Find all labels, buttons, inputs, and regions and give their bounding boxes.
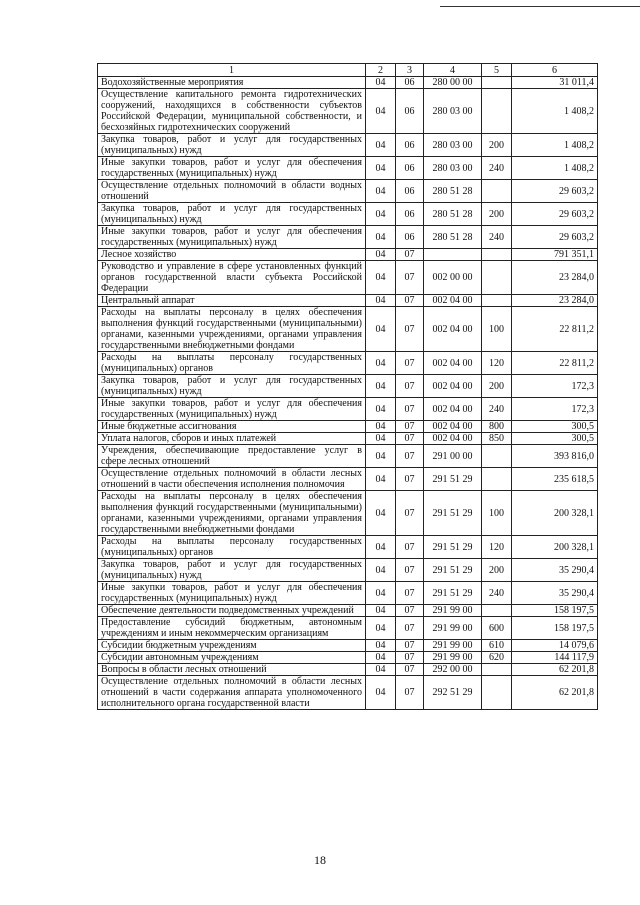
row-expense-type: 850 [482, 433, 512, 445]
header-cell-6: 6 [512, 64, 598, 77]
table-row [98, 134, 598, 157]
table-row [98, 203, 598, 226]
row-subsection: 07 [396, 491, 424, 536]
row-target-code: 002 00 00 [424, 261, 482, 295]
row-section: 04 [366, 352, 396, 375]
header-cell-5: 5 [482, 64, 512, 77]
row-amount: 235 618,5 [512, 468, 598, 491]
row-section: 04 [366, 249, 396, 261]
row-expense-type [482, 249, 512, 261]
row-target-code: 002 04 00 [424, 433, 482, 445]
row-subsection: 07 [396, 468, 424, 491]
table-row [98, 249, 598, 261]
table-row [98, 559, 598, 582]
row-subsection: 07 [396, 421, 424, 433]
table-row [98, 375, 598, 398]
row-section: 04 [366, 559, 396, 582]
table-row [98, 617, 598, 640]
row-amount: 200 328,1 [512, 536, 598, 559]
row-section: 04 [366, 157, 396, 180]
row-name: Расходы на выплаты персоналу государственных (муниципальных) органов [98, 352, 366, 375]
row-target-code: 291 00 00 [424, 445, 482, 468]
row-subsection: 07 [396, 605, 424, 617]
table-body [98, 77, 598, 710]
header-cell-1: 1 [98, 64, 366, 77]
row-section: 04 [366, 398, 396, 421]
table-row [98, 89, 598, 134]
row-section: 04 [366, 640, 396, 652]
row-subsection: 07 [396, 640, 424, 652]
row-amount: 172,3 [512, 398, 598, 421]
table-row [98, 468, 598, 491]
row-target-code: 280 03 00 [424, 157, 482, 180]
row-name: Иные бюджетные ассигнования [98, 421, 366, 433]
row-name: Закупка товаров, работ и услуг для государственных (муниципальных) нужд [98, 559, 366, 582]
row-amount: 158 197,5 [512, 617, 598, 640]
row-target-code: 002 04 00 [424, 421, 482, 433]
row-name: Иные закупки товаров, работ и услуг для обеспечения государственных (муниципальных) нужд [98, 398, 366, 421]
table-row [98, 605, 598, 617]
row-subsection: 06 [396, 203, 424, 226]
row-amount: 300,5 [512, 421, 598, 433]
table-row [98, 261, 598, 295]
row-section: 04 [366, 491, 396, 536]
row-name: Закупка товаров, работ и услуг для государственных (муниципальных) нужд [98, 134, 366, 157]
row-target-code: 291 51 29 [424, 559, 482, 582]
row-name: Иные закупки товаров, работ и услуг для обеспечения государственных (муниципальных) нужд [98, 157, 366, 180]
row-amount: 14 079,6 [512, 640, 598, 652]
page-number: 18 [314, 853, 326, 867]
row-amount: 1 408,2 [512, 134, 598, 157]
row-amount: 29 603,2 [512, 180, 598, 203]
row-name: Учреждения, обеспечивающие предоставление услуг в сфере лесных отношений [98, 445, 366, 468]
table-row [98, 640, 598, 652]
row-section: 04 [366, 203, 396, 226]
row-subsection: 07 [396, 559, 424, 582]
row-section: 04 [366, 536, 396, 559]
row-target-code: 280 51 28 [424, 203, 482, 226]
header-row [98, 64, 598, 77]
row-name: Осуществление отдельных полномочий в области водных отношений [98, 180, 366, 203]
row-target-code: 002 04 00 [424, 307, 482, 352]
header-cell-4: 4 [424, 64, 482, 77]
row-amount: 1 408,2 [512, 157, 598, 180]
row-section: 04 [366, 582, 396, 605]
row-target-code: 291 99 00 [424, 605, 482, 617]
row-expense-type: 600 [482, 617, 512, 640]
row-target-code: 280 03 00 [424, 89, 482, 134]
row-subsection: 07 [396, 652, 424, 664]
row-target-code: 002 04 00 [424, 398, 482, 421]
row-name: Уплата налогов, сборов и иных платежей [98, 433, 366, 445]
row-name: Осуществление отдельных полномочий в области лесных отношений в части содержания аппарата уполномоченного исполнительного органа государственной власти [98, 676, 366, 710]
row-amount: 300,5 [512, 433, 598, 445]
table-row [98, 664, 598, 676]
row-amount: 393 816,0 [512, 445, 598, 468]
row-target-code: 291 51 29 [424, 582, 482, 605]
table-row [98, 180, 598, 203]
row-expense-type: 120 [482, 536, 512, 559]
row-name: Предоставление субсидий бюджетным, автономным учреждениям и иным некоммерческим организациям [98, 617, 366, 640]
row-amount: 22 811,2 [512, 352, 598, 375]
row-amount: 35 290,4 [512, 559, 598, 582]
row-expense-type [482, 676, 512, 710]
row-subsection: 06 [396, 77, 424, 89]
row-amount: 1 408,2 [512, 89, 598, 134]
row-subsection: 07 [396, 582, 424, 605]
row-amount: 791 351,1 [512, 249, 598, 261]
row-amount: 35 290,4 [512, 582, 598, 605]
row-subsection: 06 [396, 226, 424, 249]
row-expense-type: 240 [482, 157, 512, 180]
row-amount: 29 603,2 [512, 226, 598, 249]
row-expense-type [482, 89, 512, 134]
row-name: Иные закупки товаров, работ и услуг для обеспечения государственных (муниципальных) нужд [98, 582, 366, 605]
row-subsection: 07 [396, 295, 424, 307]
row-target-code: 280 03 00 [424, 134, 482, 157]
row-amount: 23 284,0 [512, 261, 598, 295]
row-target-code: 292 51 29 [424, 676, 482, 710]
row-subsection: 06 [396, 134, 424, 157]
row-target-code: 291 99 00 [424, 617, 482, 640]
row-subsection: 07 [396, 536, 424, 559]
row-section: 04 [366, 445, 396, 468]
table-row [98, 352, 598, 375]
row-name: Закупка товаров, работ и услуг для государственных (муниципальных) нужд [98, 375, 366, 398]
row-expense-type: 620 [482, 652, 512, 664]
row-subsection: 06 [396, 157, 424, 180]
row-section: 04 [366, 617, 396, 640]
row-expense-type [482, 295, 512, 307]
row-name: Субсидии автономным учреждениям [98, 652, 366, 664]
row-section: 04 [366, 261, 396, 295]
row-subsection: 07 [396, 664, 424, 676]
row-name: Расходы на выплаты персоналу в целях обеспечения выполнения функций государственными (муниципальными) органами, казенными учреждениями, органами управления государственными внебюджетными фондами [98, 307, 366, 352]
row-section: 04 [366, 375, 396, 398]
row-section: 04 [366, 605, 396, 617]
row-name: Иные закупки товаров, работ и услуг для обеспечения государственных (муниципальных) нужд [98, 226, 366, 249]
row-name: Вопросы в области лесных отношений [98, 664, 366, 676]
row-name: Расходы на выплаты персоналу в целях обеспечения выполнения функций государственными (муниципальными) органами, казенными учреждениями, органами управления государственными внебюджетными фондами [98, 491, 366, 536]
row-expense-type [482, 180, 512, 203]
row-expense-type: 200 [482, 375, 512, 398]
row-section: 04 [366, 226, 396, 249]
row-expense-type: 200 [482, 203, 512, 226]
row-expense-type [482, 664, 512, 676]
row-section: 04 [366, 77, 396, 89]
row-amount: 31 011,4 [512, 77, 598, 89]
row-amount: 144 117,9 [512, 652, 598, 664]
row-subsection: 07 [396, 375, 424, 398]
row-section: 04 [366, 89, 396, 134]
row-subsection: 07 [396, 445, 424, 468]
row-section: 04 [366, 664, 396, 676]
row-subsection: 06 [396, 180, 424, 203]
table-row [98, 398, 598, 421]
row-target-code: 292 00 00 [424, 664, 482, 676]
row-subsection: 07 [396, 398, 424, 421]
row-expense-type: 240 [482, 226, 512, 249]
row-expense-type: 100 [482, 491, 512, 536]
row-expense-type: 200 [482, 134, 512, 157]
row-section: 04 [366, 180, 396, 203]
row-name: Лесное хозяйство [98, 249, 366, 261]
row-name: Закупка товаров, работ и услуг для государственных (муниципальных) нужд [98, 203, 366, 226]
row-section: 04 [366, 295, 396, 307]
row-amount: 172,3 [512, 375, 598, 398]
table-row [98, 676, 598, 710]
table-row [98, 77, 598, 89]
table-row [98, 433, 598, 445]
row-amount: 62 201,8 [512, 676, 598, 710]
row-subsection: 06 [396, 89, 424, 134]
row-target-code: 002 04 00 [424, 352, 482, 375]
row-subsection: 07 [396, 261, 424, 295]
table-row [98, 491, 598, 536]
row-target-code: 291 51 29 [424, 491, 482, 536]
row-amount: 62 201,8 [512, 664, 598, 676]
row-name: Осуществление капитального ремонта гидротехнических сооружений, находящихся в собственности субъектов Российской Федерации, муниципальной собственности, и бесхозяйных гидротехнических сооружений [98, 89, 366, 134]
row-section: 04 [366, 676, 396, 710]
table-row [98, 295, 598, 307]
row-name: Центральный аппарат [98, 295, 366, 307]
row-amount: 23 284,0 [512, 295, 598, 307]
header-cell-3: 3 [396, 64, 424, 77]
row-target-code: 291 99 00 [424, 640, 482, 652]
row-expense-type: 120 [482, 352, 512, 375]
row-amount: 29 603,2 [512, 203, 598, 226]
row-expense-type: 240 [482, 398, 512, 421]
row-target-code: 280 51 28 [424, 226, 482, 249]
row-target-code: 280 51 28 [424, 180, 482, 203]
row-name: Осуществление отдельных полномочий в области лесных отношений в части обеспечения исполнения полномочия [98, 468, 366, 491]
row-expense-type: 800 [482, 421, 512, 433]
table-row [98, 307, 598, 352]
row-expense-type: 240 [482, 582, 512, 605]
row-amount: 22 811,2 [512, 307, 598, 352]
row-section: 04 [366, 134, 396, 157]
row-target-code: 291 99 00 [424, 652, 482, 664]
row-expense-type: 200 [482, 559, 512, 582]
row-section: 04 [366, 421, 396, 433]
table-row [98, 421, 598, 433]
row-amount: 200 328,1 [512, 491, 598, 536]
row-name: Субсидии бюджетным учреждениям [98, 640, 366, 652]
table-row [98, 582, 598, 605]
row-amount: 158 197,5 [512, 605, 598, 617]
row-section: 04 [366, 307, 396, 352]
row-target-code: 280 00 00 [424, 77, 482, 89]
row-target-code: 291 51 29 [424, 536, 482, 559]
row-subsection: 07 [396, 249, 424, 261]
row-subsection: 07 [396, 307, 424, 352]
budget-table [97, 63, 598, 710]
row-expense-type [482, 605, 512, 617]
row-target-code [424, 249, 482, 261]
row-name: Обеспечение деятельности подведомственных учреждений [98, 605, 366, 617]
table-row [98, 226, 598, 249]
row-name: Расходы на выплаты персоналу государственных (муниципальных) органов [98, 536, 366, 559]
top-rule [440, 6, 640, 7]
row-expense-type: 100 [482, 307, 512, 352]
row-section: 04 [366, 468, 396, 491]
row-expense-type [482, 468, 512, 491]
row-section: 04 [366, 433, 396, 445]
row-subsection: 07 [396, 433, 424, 445]
row-expense-type: 610 [482, 640, 512, 652]
row-expense-type [482, 445, 512, 468]
row-subsection: 07 [396, 676, 424, 710]
row-expense-type [482, 77, 512, 89]
header-cell-2: 2 [366, 64, 396, 77]
row-name: Руководство и управление в сфере установленных функций органов государственной власти субъекта Российской Федерации [98, 261, 366, 295]
row-target-code: 291 51 29 [424, 468, 482, 491]
row-target-code: 002 04 00 [424, 375, 482, 398]
table-row [98, 536, 598, 559]
table-row [98, 445, 598, 468]
row-name: Водохозяйственные мероприятия [98, 77, 366, 89]
row-subsection: 07 [396, 617, 424, 640]
row-section: 04 [366, 652, 396, 664]
row-subsection: 07 [396, 352, 424, 375]
row-expense-type [482, 261, 512, 295]
table-row [98, 652, 598, 664]
table-row [98, 157, 598, 180]
row-target-code: 002 04 00 [424, 295, 482, 307]
